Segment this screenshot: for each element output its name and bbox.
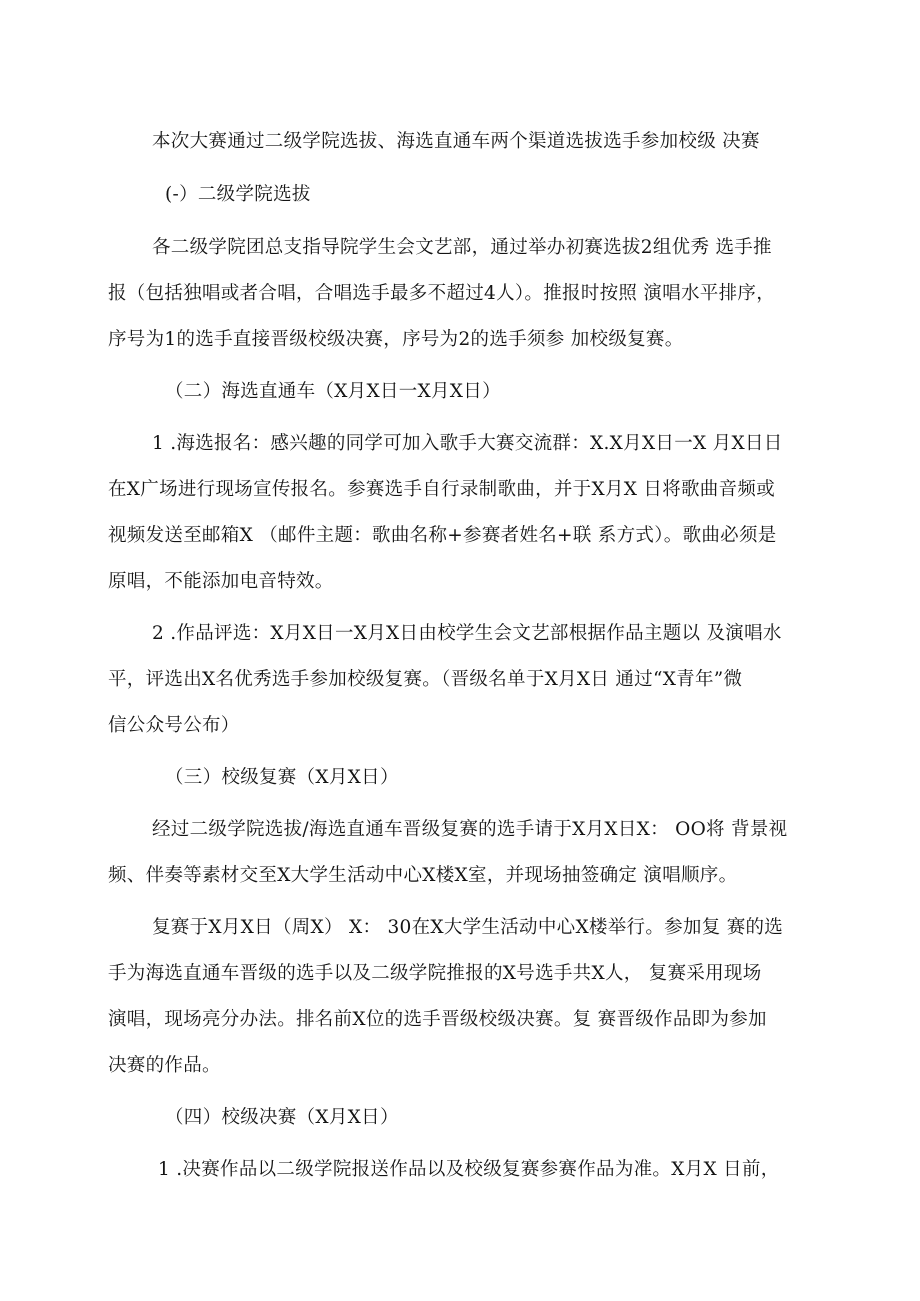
paragraph-line: 各二级学院团总支指导院学生会文艺部，通过举办初赛选拔2组优秀 选手推	[152, 237, 772, 258]
paragraph-line: 报（包括独唱或者合唱，合唱选手最多不超过4人）。推报时按照 演唱水平排序，	[108, 283, 776, 304]
paragraph-line: 经过二级学院选拔/海选直通车晋级复赛的选手请于X月X日X： OO将 背景视	[152, 819, 788, 840]
section-heading-2: （二）海选直通车（X月X日一X月X日）	[165, 381, 501, 402]
paragraph-line: 手为海选直通车晋级的选手以及二级学院推报的X号选手共X人， 复赛采用现场	[108, 963, 762, 984]
paragraph-line: 决赛的作品。	[108, 1055, 221, 1076]
paragraph-line: 频、伴奏等素材交至X大学生活动中心X楼X室，并现场抽签确定 演唱顺序。	[108, 865, 738, 886]
paragraph-line: 原唱，不能添加电音特效。	[108, 571, 334, 592]
paragraph-line: 1 .决赛作品以二级学院报送作品以及校级复赛参赛作品为准。X月X 日前，	[158, 1159, 780, 1180]
paragraph-line: 序号为1的选手直接晋级校级决赛，序号为2的选手须参 加校级复赛。	[108, 329, 684, 350]
paragraph-line: 2 .作品评选：X月X日一X月X日由校学生会文艺部根据作品主题以 及演唱水	[152, 623, 782, 644]
section-heading-3: （三）校级复赛（X月X日）	[165, 767, 399, 788]
section-heading-4: （四）校级决赛（X月X日）	[165, 1107, 399, 1128]
paragraph-line: 1 .海选报名：感兴趣的同学可加入歌手大赛交流群：X.X月X日一X 月X日日	[152, 433, 783, 454]
paragraph-line: 复赛于X月X日（周X） X： 30在X大学生活动中心X楼举行。参加复 赛的选	[152, 917, 784, 938]
paragraph-line: 平，评选出X名优秀选手参加校级复赛。（晋级名单于X月X日 通过“X青年”微	[108, 669, 743, 690]
paragraph-intro: 本次大赛通过二级学院选拔、海选直通车两个渠道选拔选手参加校级 决赛	[152, 131, 760, 152]
paragraph-line: 信公众号公布）	[108, 715, 240, 736]
paragraph-line: 演唱，现场亮分办法。排名前X位的选手晋级校级决赛。复 赛晋级作品即为参加	[108, 1009, 767, 1030]
paragraph-line: 视频发送至邮箱X （邮件主题：歌曲名称+参赛者姓名+联 系方式）。歌曲必须是	[108, 525, 777, 546]
section-heading-1: (-）二级学院选拔	[165, 184, 311, 205]
paragraph-line: 在X广场进行现场宣传报名。参赛选手自行录制歌曲，并于X月X 日将歌曲音频或	[108, 479, 775, 500]
